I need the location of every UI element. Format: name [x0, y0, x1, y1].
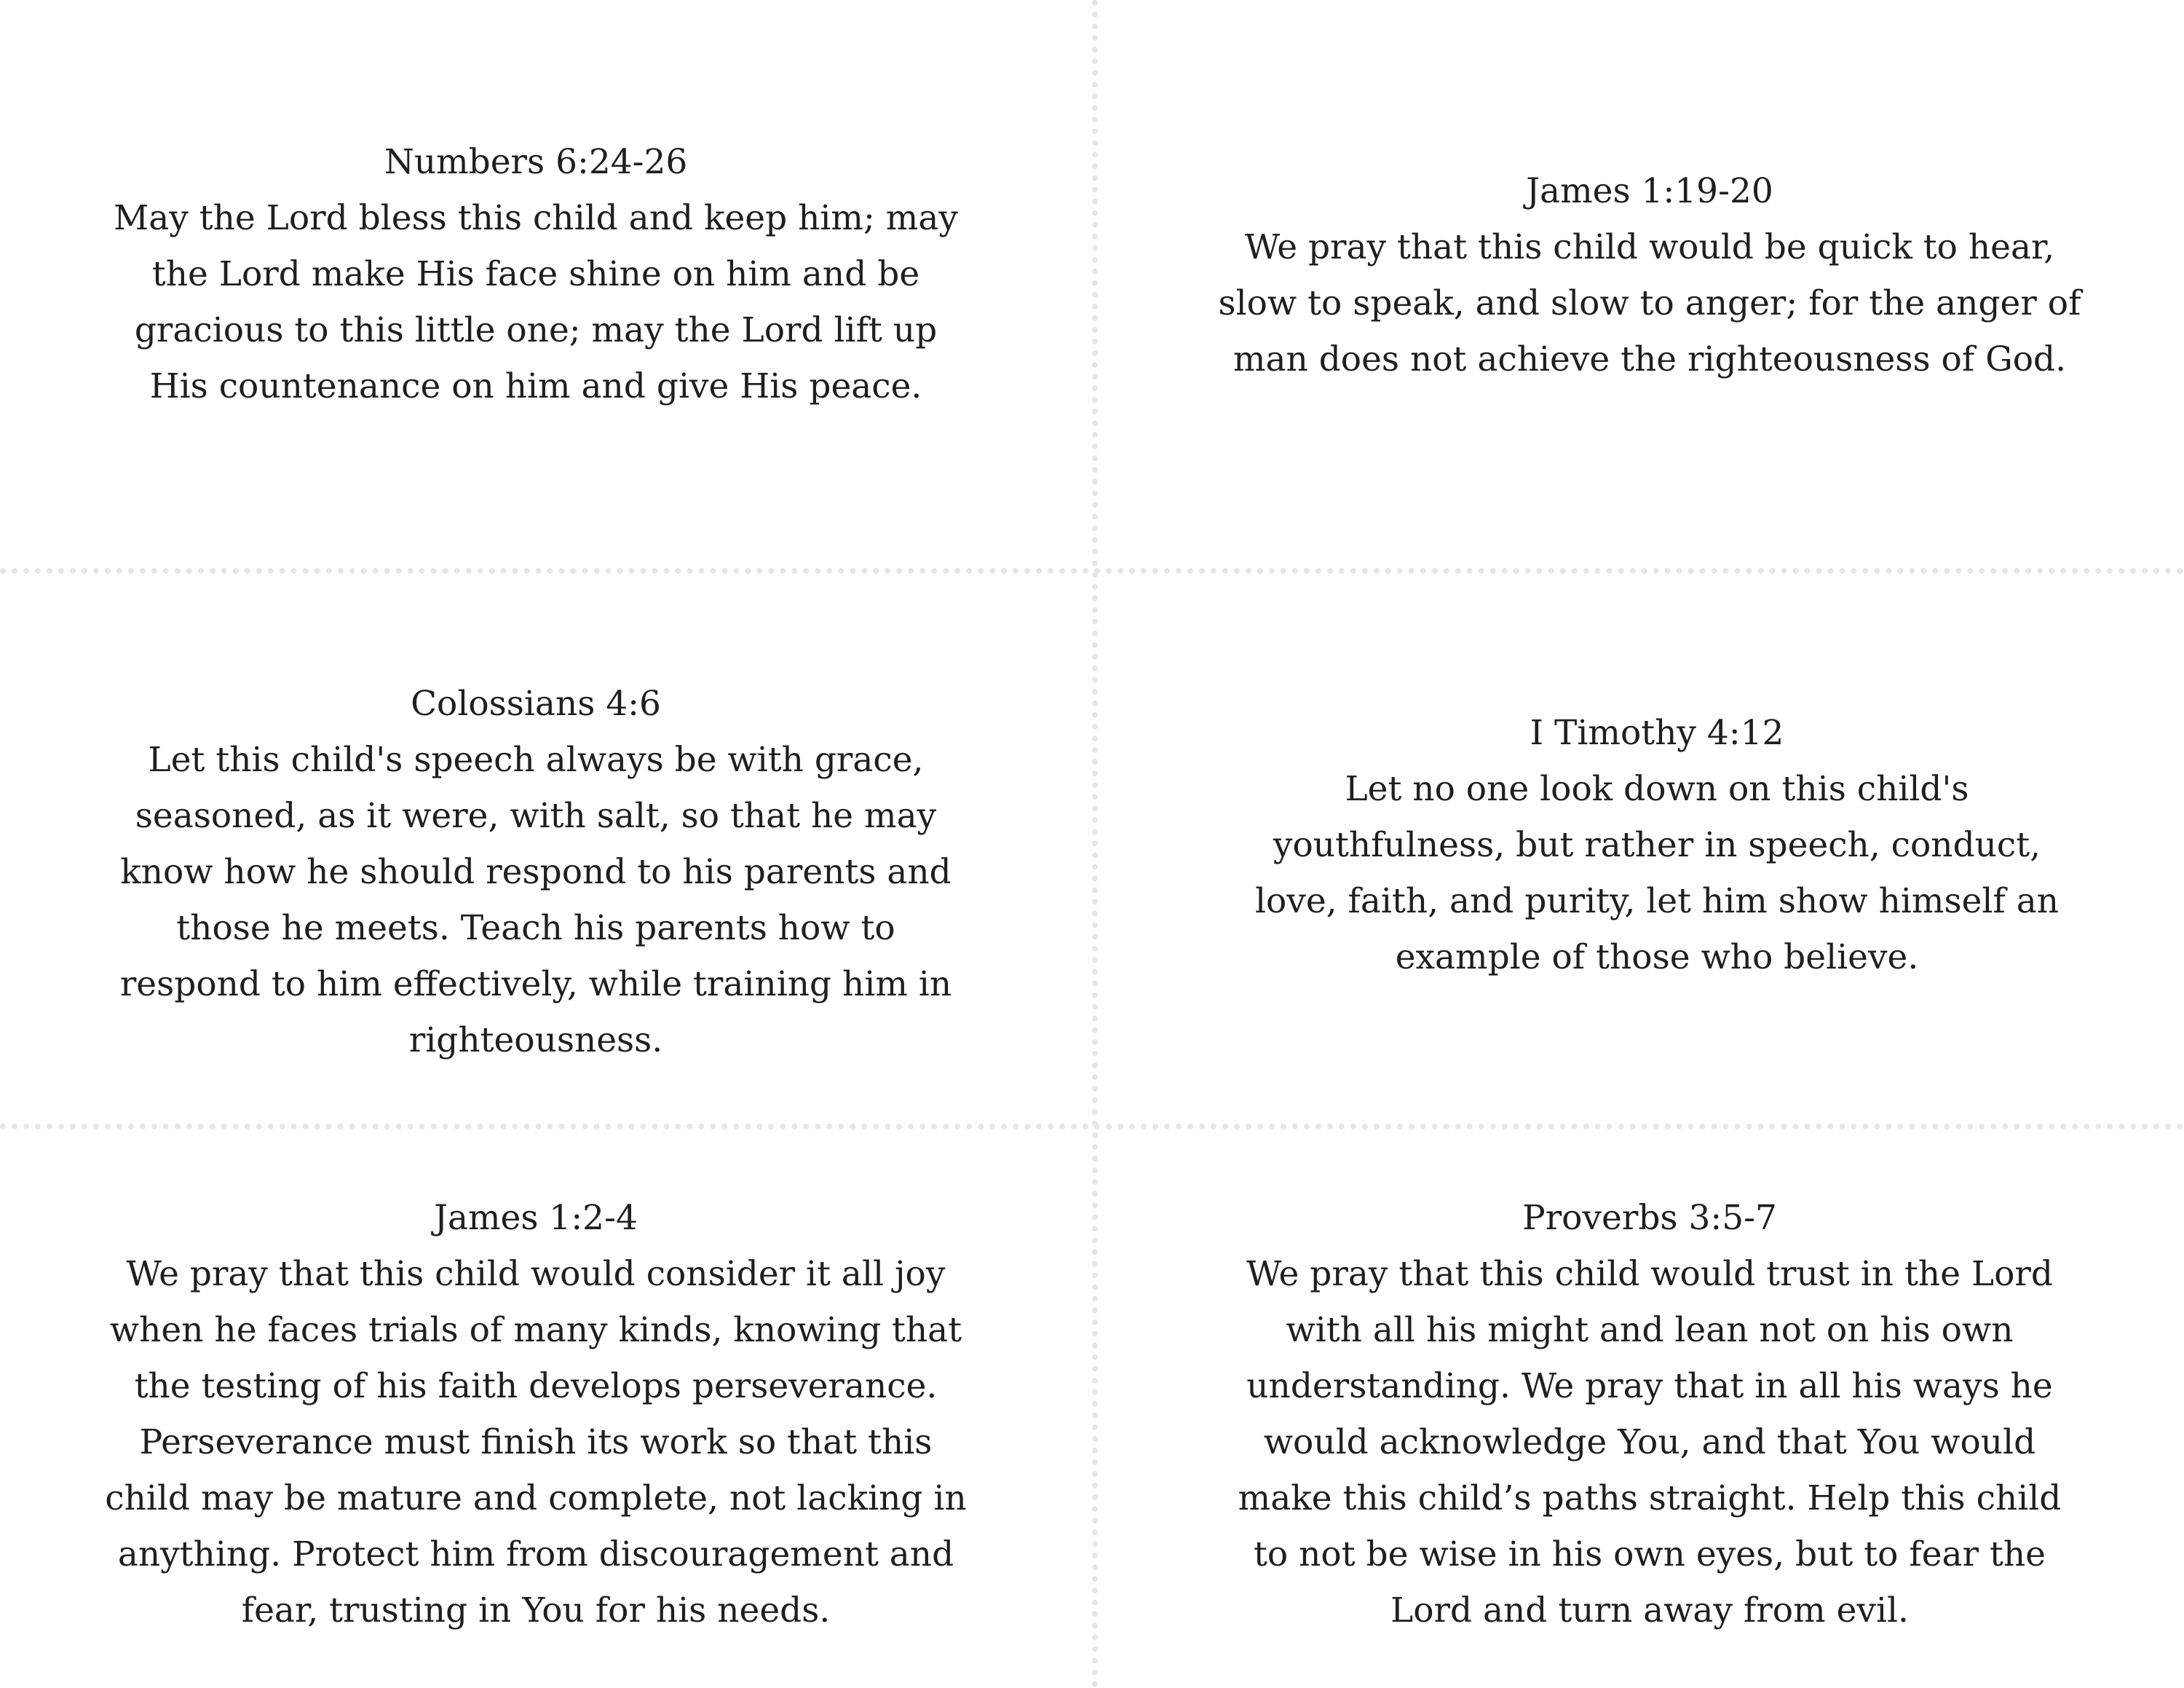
verse-card-james-1-2	[102, 1190, 970, 1638]
verse-text: Let no one look down on this child's youthfulness, but rather in speech, conduct, love, faith, and purity, let him show himself an example of those who believe.	[1254, 769, 2060, 977]
verse-reference: James 1:19-20	[1526, 171, 1773, 211]
verse-text: We pray that this child would consider it all joy when he faces trials of many kinds, knowing that the testing of his faith develops perseverance. Perseverance must finish its work so that this child may be mature and complete, not lacking in anything. Protect him from discouragement and fear, trusting in You for his needs.	[105, 1254, 967, 1630]
verse-text: We pray that this child would be quick to hear, slow to speak, and slow to anger; for the anger of man does not achieve the righteousness of God.	[1218, 227, 2081, 379]
verse-text: We pray that this child would trust in the Lord with all his might and lean not on his own understanding. We pray that in all his ways he would acknowledge You, and that You would make this child’s paths straight. Help this child to not be wise in his own eyes, but to fear the Lord and turn away from evil.	[1238, 1254, 2062, 1630]
verse-reference: Proverbs 3:5-7	[1522, 1198, 1777, 1238]
verse-text: May the Lord bless this child and keep him; may the Lord make His face shine on him and be gracious to this little one; may the Lord lift up His countenance on him and give His peace.	[114, 198, 958, 406]
verse-card-proverbs	[1216, 1190, 2084, 1638]
verse-reference: Numbers 6:24-26	[384, 142, 688, 182]
horizontal-cut-line	[0, 568, 2184, 574]
horizontal-cut-line	[0, 1124, 2184, 1129]
verse-card-timothy	[1230, 705, 2084, 985]
vertical-cut-line	[1092, 0, 1098, 1688]
verse-card-colossians	[102, 676, 970, 1068]
verse-card-numbers	[102, 134, 970, 414]
verse-reference: James 1:2-4	[434, 1198, 638, 1238]
verse-card-james-1-19	[1216, 163, 2084, 387]
verse-reference: I Timothy 4:12	[1530, 713, 1784, 753]
verse-reference: Colossians 4:6	[411, 684, 661, 724]
verse-text: Let this child's speech always be with grace, seasoned, as it were, with salt, so that he may know how he should respond to his parents and those he meets. Teach his parents how to respond to him effectively, while training him in righteousness.	[119, 740, 952, 1060]
